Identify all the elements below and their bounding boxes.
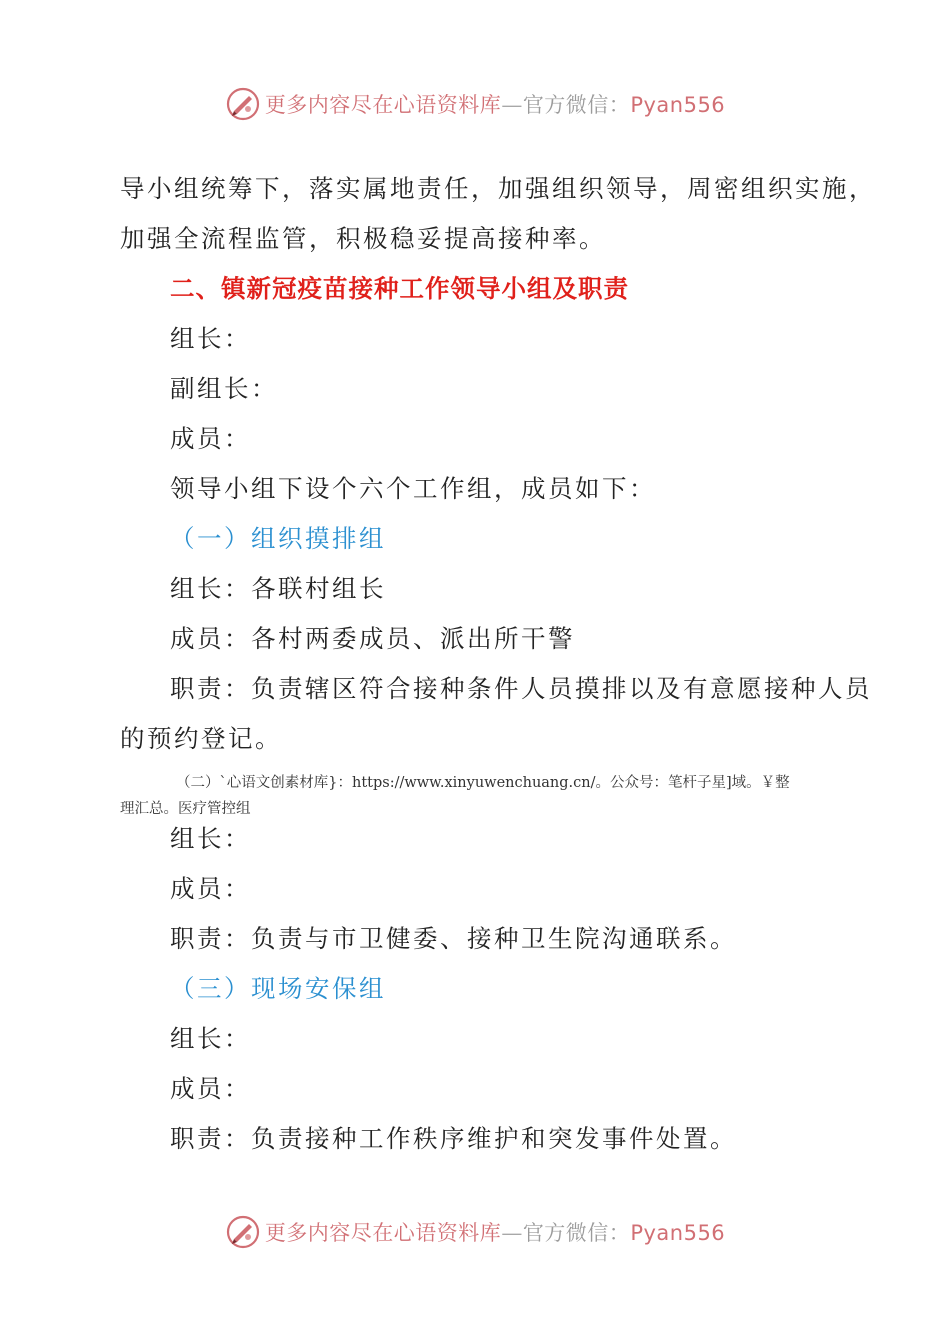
subgroup-1-duty-cont: 的预约登记。 [120,724,282,753]
deputy-leader-line: 副组长： [170,374,278,403]
subgroup-3-duty: 职责：负责接种工作秩序维护和突发事件处置。 [170,1124,737,1153]
pen-logo-icon [225,1214,261,1250]
footer-watermark-banner [0,1210,950,1254]
header-watermark-banner [0,82,950,126]
subgroup-title-3: （三）现场安保组 [170,974,386,1003]
document-body [120,164,876,1164]
paragraph-line: 加强全流程监管，积极稳妥提高接种率。 [120,224,606,253]
leader-line: 组长： [170,324,251,353]
subgroup-2-members: 成员： [170,874,251,903]
subgroup-2-note: （二）`心语文创素材库}：https://www.xinyuwenchuang.cn/。公众号：笔杆子星]域。￥整 理汇总。医疗管控组 [120,775,790,817]
paragraph-line: 导小组统筹下，落实属地责任，加强组织领导，周密组织实施， [120,174,876,203]
members-line: 成员： [170,424,251,453]
subgroup-title-1: （一）组织摸排组 [170,524,386,553]
section-heading: 二、镇新冠疫苗接种工作领导小组及职责 [170,274,629,303]
subgroups-intro: 领导小组下设个六个工作组，成员如下： [170,474,656,503]
subgroup-2-leader: 组长： [170,824,251,853]
banner-text: 更多内容尽在心语资料库—官方微信：Pyan556 [264,1221,726,1245]
subgroup-3-leader: 组长： [170,1024,251,1053]
subgroup-1-duty: 职责：负责辖区符合接种条件人员摸排以及有意愿接种人员 [170,674,872,703]
subgroup-3-members: 成员： [170,1074,251,1103]
subgroup-1-leader: 组长：各联村组长 [170,574,386,603]
subgroup-2-duty: 职责：负责与市卫健委、接种卫生院沟通联系。 [170,924,737,953]
banner-text: 更多内容尽在心语资料库—官方微信：Pyan556 [264,93,726,117]
subgroup-1-members: 成员：各村两委成员、派出所干警 [170,624,575,653]
pen-logo-icon [225,86,261,122]
